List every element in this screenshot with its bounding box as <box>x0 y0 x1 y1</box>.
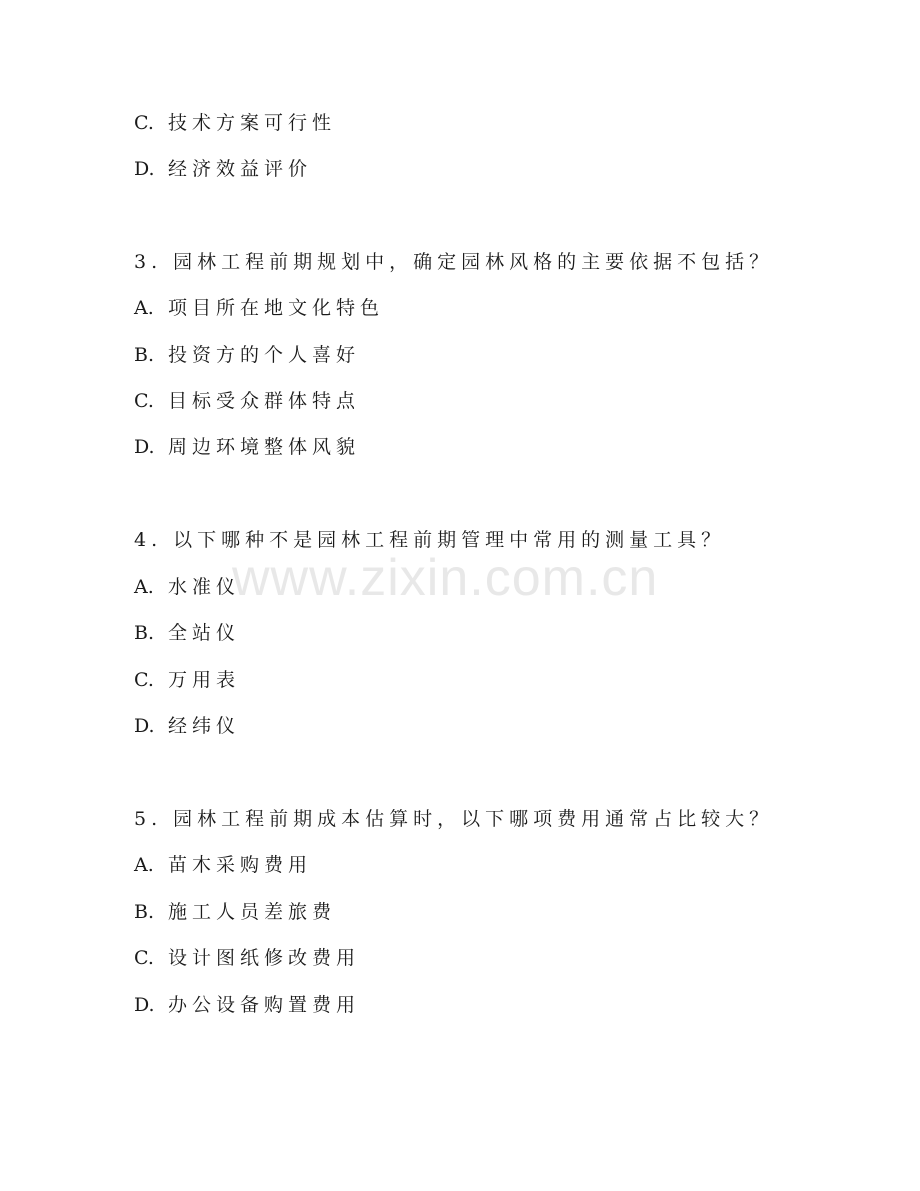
question-4: 4. 以下哪种不是园林工程前期管理中常用的测量工具？ <box>134 529 726 551</box>
option-d <box>134 157 312 181</box>
option-b <box>134 621 240 645</box>
option-text: 全站仪 <box>168 622 241 644</box>
option-label: C. <box>134 390 154 412</box>
option-label: A. <box>134 854 154 876</box>
option-text: 施工人员差旅费 <box>168 901 337 923</box>
option-text: 经济效益评价 <box>168 158 313 180</box>
option-text: 目标受众群体特点 <box>168 390 361 412</box>
option-text: 经纬仪 <box>168 715 241 737</box>
option-text: 水准仪 <box>168 576 241 598</box>
option-label: A. <box>134 297 154 319</box>
option-label: D. <box>134 715 155 737</box>
option-label: C. <box>134 947 154 969</box>
option-label: D. <box>134 994 155 1016</box>
option-text: 设计图纸修改费用 <box>168 947 361 969</box>
question-3: 3. 园林工程前期规划中，确定园林风格的主要依据不包括？ <box>134 251 774 273</box>
option-text: 办公设备购置费用 <box>168 994 361 1016</box>
option-c <box>134 668 240 692</box>
watermark: www.zixin.com.cn <box>232 549 659 607</box>
option-label: B. <box>134 622 155 644</box>
option-a <box>134 853 312 877</box>
option-text: 万用表 <box>168 669 241 691</box>
option-label: A. <box>134 576 154 598</box>
option-a <box>134 296 384 320</box>
option-c <box>134 111 336 135</box>
option-label: D. <box>134 158 155 180</box>
option-text: 技术方案可行性 <box>168 112 337 134</box>
option-label: B. <box>134 901 155 923</box>
option-b <box>134 900 336 924</box>
option-text: 苗木采购费用 <box>168 854 313 876</box>
option-text: 投资方的个人喜好 <box>168 344 361 366</box>
option-c <box>134 389 360 413</box>
option-text: 项目所在地文化特色 <box>168 297 385 319</box>
option-label: C. <box>134 669 154 691</box>
option-d <box>134 435 360 459</box>
option-label: D. <box>134 436 155 458</box>
option-label: C. <box>134 112 154 134</box>
option-d <box>134 993 360 1017</box>
option-b <box>134 343 360 367</box>
option-d <box>134 714 240 738</box>
option-c <box>134 946 360 970</box>
question-5: 5. 园林工程前期成本估算时，以下哪项费用通常占比较大？ <box>134 808 774 830</box>
option-label: B. <box>134 344 155 366</box>
option-a <box>134 575 240 599</box>
option-text: 周边环境整体风貌 <box>168 436 361 458</box>
